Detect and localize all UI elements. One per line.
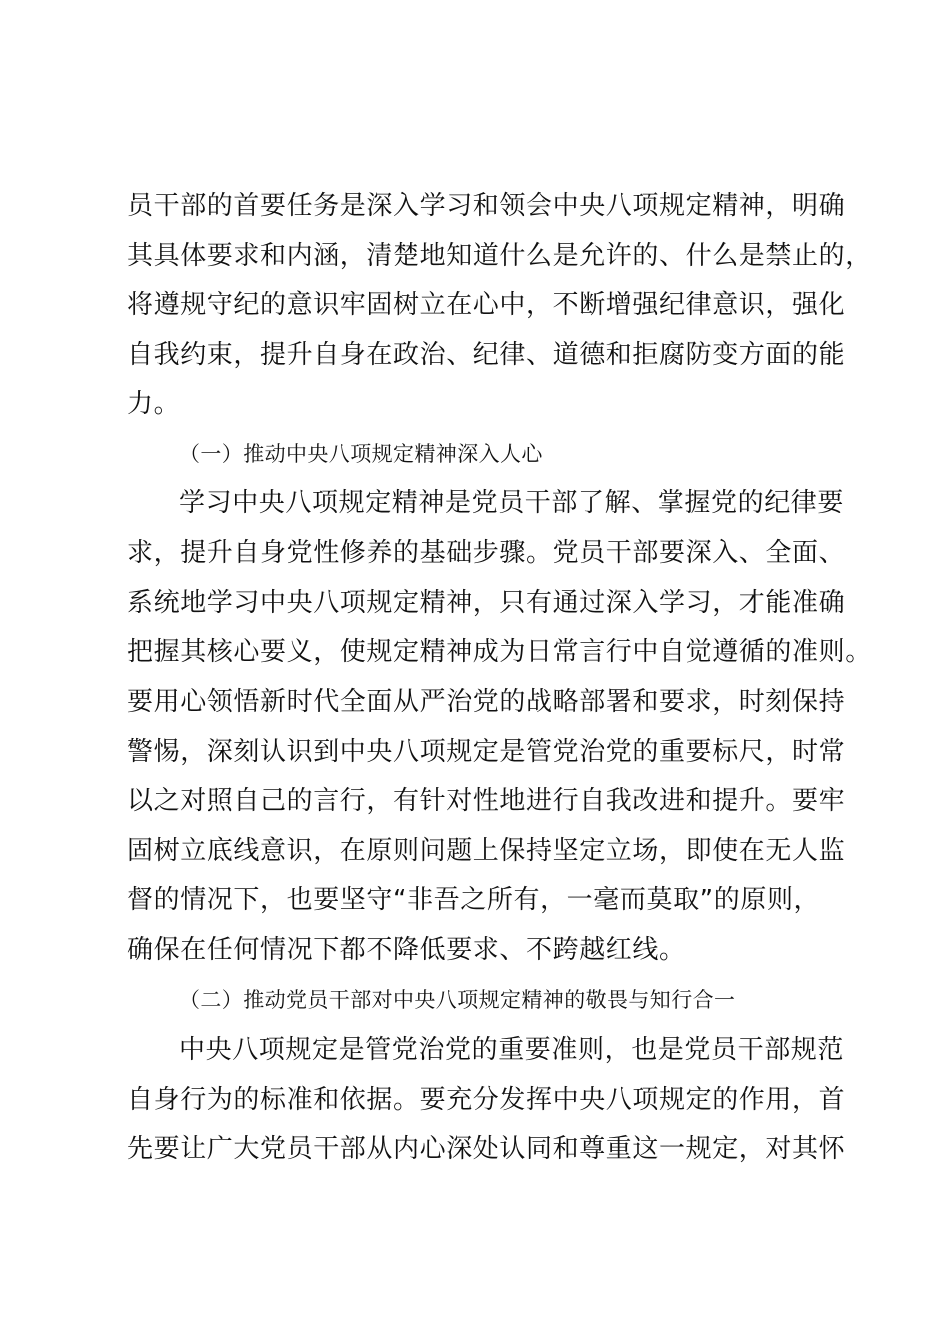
paragraph-1-line-4: 自我约束，提升自身在政治、纪律、道德和拒腐防变方面的能 [127, 340, 846, 370]
paragraph-3-line-2: 自身行为的标准和依据。要充分发挥中央八项规定的作用，首 [127, 1085, 846, 1115]
paragraph-2-line-9: 督的情况下，也要坚守“非吾之所有，一毫而莫取”的原则， [127, 885, 821, 915]
paragraph-2-line-7: 以之对照自己的言行，有针对性地进行自我改进和提升。要牢 [127, 786, 846, 816]
paragraph-3-line-1: 中央八项规定是管党治党的重要准则，也是党员干部规范 [179, 1035, 845, 1065]
paragraph-1-line-3: 将遵规守纪的意识牢固树立在心中，不断增强纪律意识，强化 [127, 290, 846, 320]
paragraph-2-line-3: 系统地学习中央八项规定精神，只有通过深入学习，才能准确 [127, 588, 846, 618]
section-heading-2: （二）推动党员干部对中央八项规定精神的敬畏与知行合一 [179, 988, 736, 1012]
paragraph-2-line-2: 求，提升自身党性修养的基础步骤。党员干部要深入、全面、 [127, 538, 846, 568]
paragraph-2-line-8: 固树立底线意识，在原则问题上保持坚定立场，即使在无人监 [127, 836, 846, 866]
section-heading-1: （一）推动中央八项规定精神深入人心 [179, 442, 543, 466]
paragraph-1-line-5: 力。 [127, 389, 181, 419]
paragraph-3-line-3: 先要让广大党员干部从内心深处认同和尊重这一规定，对其怀 [127, 1134, 846, 1164]
paragraph-2-line-6: 警惕，深刻认识到中央八项规定是管党治党的重要标尺，时常 [127, 737, 846, 767]
paragraph-2-line-5: 要用心领悟新时代全面从严治党的战略部署和要求，时刻保持 [127, 687, 846, 717]
paragraph-2-line-4: 把握其核心要义，使规定精神成为日常言行中自觉遵循的准则。 [127, 637, 872, 667]
paragraph-2-line-10: 确保在任何情况下都不降低要求、不跨越红线。 [127, 935, 686, 965]
paragraph-2-line-1: 学习中央八项规定精神是党员干部了解、掌握党的纪律要 [179, 488, 845, 518]
paragraph-1-line-1: 员干部的首要任务是深入学习和领会中央八项规定精神，明确 [127, 191, 846, 221]
paragraph-1-line-2: 其具体要求和内涵，清楚地知道什么是允许的、什么是禁止的， [127, 241, 872, 271]
